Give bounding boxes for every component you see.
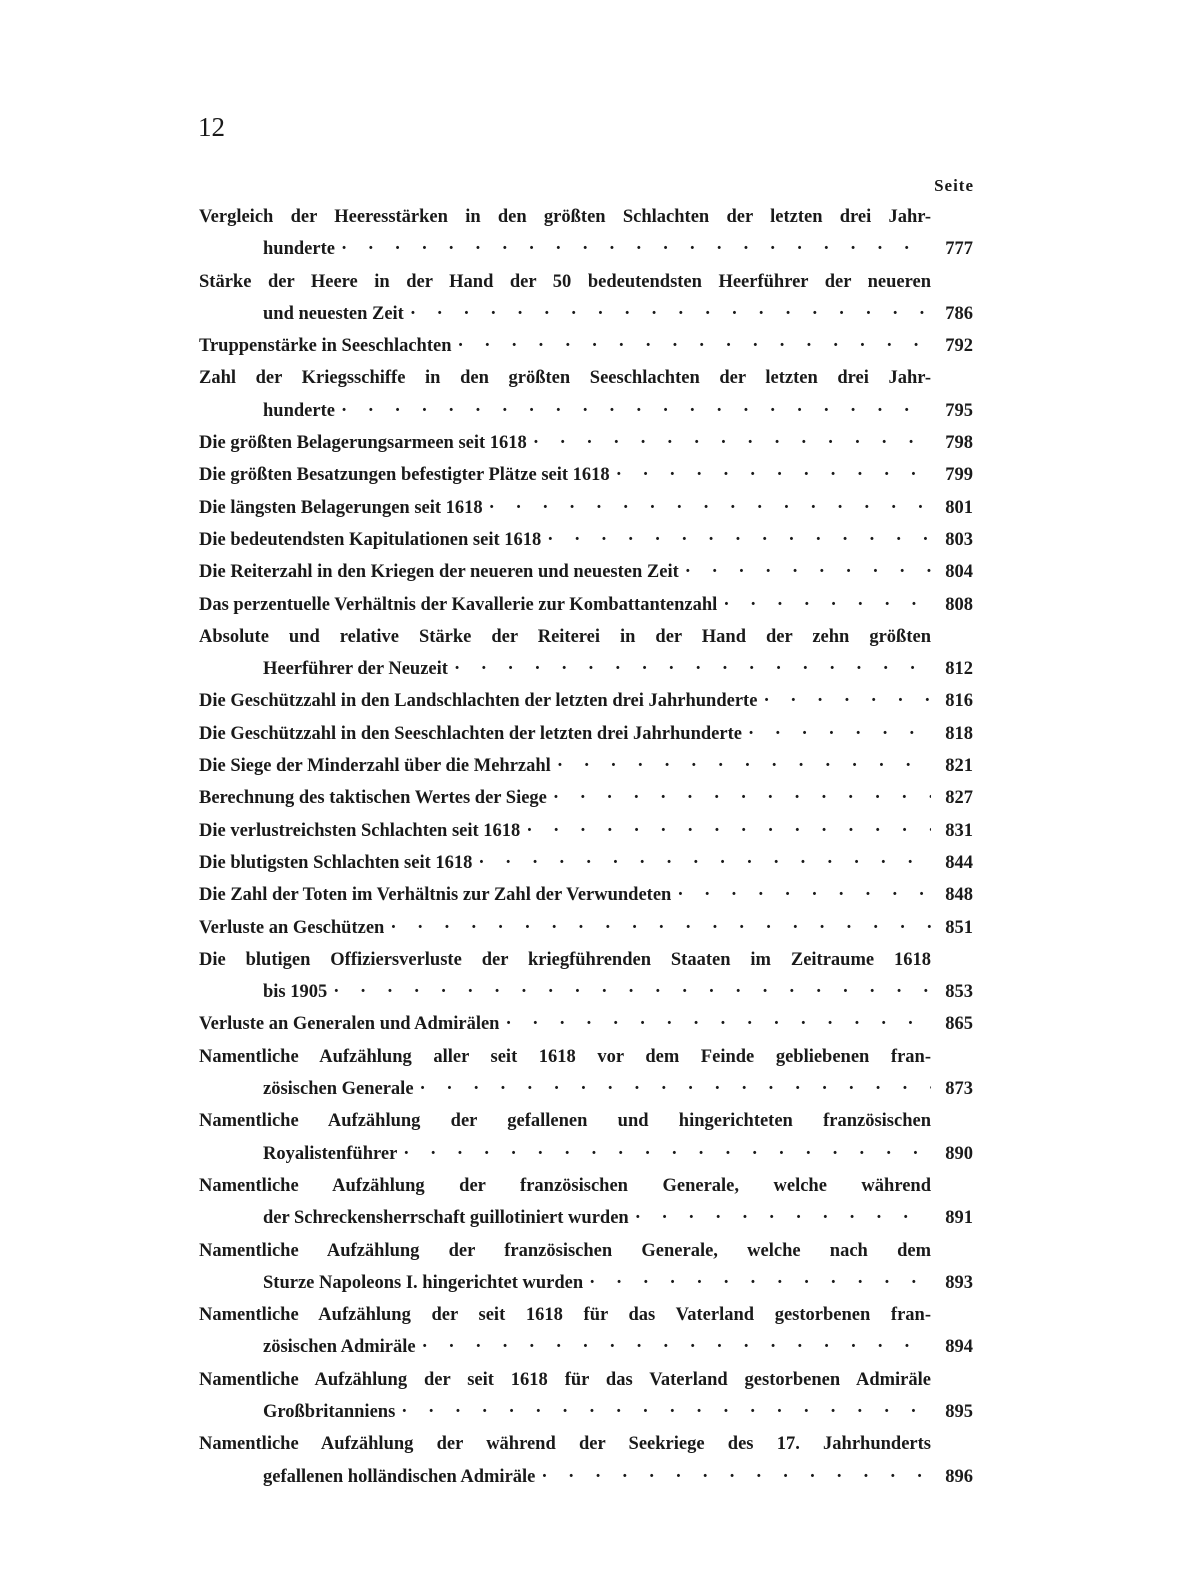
toc-entry <box>199 1008 973 1040</box>
toc-entry-page-number: 893 <box>945 1272 973 1293</box>
toc-entry-leader-line <box>199 395 973 427</box>
toc-entry-continuation: Royalistenführer <box>263 1143 398 1164</box>
toc-entry-continuation: und neuesten Zeit <box>263 303 404 324</box>
toc-entry-title: Truppenstärke in Seeschlachten <box>199 336 452 357</box>
toc-entry-leader-line <box>199 492 973 524</box>
toc-entry-title: Namentliche Aufzählung der gefallenen und hingerichteten französischen <box>199 1111 931 1132</box>
toc-entry-page-number: 798 <box>945 433 973 454</box>
toc-entry-leader-line <box>199 1202 973 1234</box>
toc-entry-page-number: 891 <box>945 1208 973 1229</box>
toc-entry <box>199 1364 973 1429</box>
toc-entry-title: Stärke der Heere in der Hand der 50 bedeutendsten Heerführer der neueren <box>199 271 931 292</box>
dot-leader <box>390 912 931 944</box>
toc-entry-page-number: 818 <box>945 723 973 744</box>
dot-leader <box>420 1073 931 1105</box>
table-of-contents <box>199 201 973 1493</box>
toc-entry-leader-line <box>199 556 973 588</box>
toc-entry <box>199 718 973 750</box>
toc-entry <box>199 1299 973 1364</box>
dot-leader <box>505 1008 931 1040</box>
toc-entry <box>199 1041 973 1106</box>
toc-entry-title: Die Geschützzahl in den Seeschlachten der letzten drei Jahrhunderte <box>199 723 742 744</box>
toc-entry <box>199 266 973 331</box>
dot-leader <box>547 524 931 556</box>
toc-entry-title: Die Zahl der Toten im Verhältnis zur Zahl der Verwundeten <box>199 885 672 906</box>
dot-leader <box>422 1331 931 1363</box>
toc-entry-page-number: 844 <box>945 852 973 873</box>
dot-leader <box>533 427 931 459</box>
toc-entry-page-number: 816 <box>945 691 973 712</box>
toc-entry-title: Namentliche Aufzählung aller seit 1618 vor dem Feinde gebliebenen fran- <box>199 1046 931 1067</box>
toc-entry-title: Die Geschützzahl in den Landschlachten der letzten drei Jahrhunderte <box>199 691 758 712</box>
toc-entry <box>199 362 973 427</box>
toc-entry-leader-line <box>199 589 973 621</box>
dot-leader <box>553 782 931 814</box>
dot-leader <box>341 233 931 265</box>
dot-leader <box>589 1267 931 1299</box>
toc-entry-leader-line <box>199 427 973 459</box>
toc-entry <box>199 589 973 621</box>
toc-entry-leader-line <box>199 685 973 717</box>
toc-entry <box>199 782 973 814</box>
toc-entry-leader-line <box>199 1073 973 1105</box>
toc-entry-leader-line <box>199 718 973 750</box>
toc-entry-title: Die längsten Belagerungen seit 1618 <box>199 497 483 518</box>
dot-leader <box>454 653 931 685</box>
dot-leader <box>763 685 931 717</box>
toc-entry-title: Absolute und relative Stärke der Reiterei in der Hand der zehn größten <box>199 626 931 647</box>
dot-leader <box>635 1202 931 1234</box>
toc-entry-continuation: Heerführer der Neuzeit <box>263 659 448 680</box>
toc-entry-leader-line <box>199 233 973 265</box>
toc-entry <box>199 815 973 847</box>
toc-entry-title: Namentliche Aufzählung der französischen Generale, welche nach dem <box>199 1240 931 1261</box>
toc-entry-leader-line <box>199 1331 973 1363</box>
toc-entry-title: Die blutigsten Schlachten seit 1618 <box>199 852 473 873</box>
dot-leader <box>748 718 931 750</box>
toc-entry <box>199 847 973 879</box>
toc-entry-leader-line <box>199 879 973 911</box>
page-column-header: Seite <box>934 176 974 195</box>
dot-leader <box>333 976 931 1008</box>
toc-entry-page-number: 894 <box>945 1337 973 1358</box>
dot-leader <box>526 815 931 847</box>
toc-entry-title: Zahl der Kriegsschiffe in den größten Seeschlachten der letzten drei Jahr- <box>199 368 931 389</box>
toc-entry-leader-line <box>199 976 973 1008</box>
toc-entry-continuation: gefallenen holländischen Admiräle <box>263 1466 536 1487</box>
toc-entry <box>199 944 973 1009</box>
toc-entry-continuation: hunderte <box>263 239 335 260</box>
toc-entry-title: Das perzentuelle Verhältnis der Kavallerie zur Kombattantenzahl <box>199 594 718 615</box>
toc-entry-leader-line <box>199 912 973 944</box>
toc-entry-continuation: zösischen Generale <box>263 1079 414 1100</box>
toc-entry-continuation: zösischen Admiräle <box>263 1337 416 1358</box>
toc-entry-title: Namentliche Aufzählung der französischen Generale, welche während <box>199 1175 931 1196</box>
toc-entry <box>199 1170 973 1235</box>
dot-leader <box>341 395 931 427</box>
toc-entry <box>199 1105 973 1170</box>
dot-leader <box>723 589 931 621</box>
dot-leader <box>489 492 931 524</box>
toc-entry-page-number: 808 <box>945 594 973 615</box>
toc-entry-title: Die blutigen Offiziersverluste der kriegführenden Staaten im Zeitraume 1618 <box>199 949 931 970</box>
toc-entry-leader-line <box>199 1138 973 1170</box>
toc-entry-leader-line <box>199 330 973 362</box>
toc-entry-title: Verluste an Generalen und Admirälen <box>199 1014 500 1035</box>
toc-entry-leader-line <box>199 298 973 330</box>
dot-leader <box>616 459 931 491</box>
toc-entry-page-number: 873 <box>945 1079 973 1100</box>
toc-entry-leader-line <box>199 653 973 685</box>
toc-entry-title: Namentliche Aufzählung der seit 1618 für das Vaterland gestorbenen Admiräle <box>199 1369 931 1390</box>
toc-entry-title: Die bedeutendsten Kapitulationen seit 1618 <box>199 529 542 550</box>
toc-entry-title: Die Siege der Minderzahl über die Mehrzahl <box>199 756 551 777</box>
toc-entry-leader-line <box>199 524 973 556</box>
toc-entry-leader-line <box>199 750 973 782</box>
toc-entry <box>199 685 973 717</box>
toc-entry-title: Namentliche Aufzählung der seit 1618 für das Vaterland gestorbenen fran- <box>199 1305 931 1326</box>
toc-entry-leader-line <box>199 847 973 879</box>
toc-entry <box>199 912 973 944</box>
toc-entry-page-number: 799 <box>945 465 973 486</box>
toc-entry <box>199 524 973 556</box>
toc-entry <box>199 1428 973 1493</box>
toc-entry-page-number: 848 <box>945 885 973 906</box>
toc-entry <box>199 1235 973 1300</box>
toc-entry <box>199 492 973 524</box>
page-number: 12 <box>198 112 225 142</box>
toc-entry <box>199 330 973 362</box>
toc-entry-title: Vergleich der Heeresstärken in den größten Schlachten der letzten drei Jahr- <box>199 207 931 227</box>
toc-entry-title: Berechnung des taktischen Wertes der Siege <box>199 788 547 809</box>
toc-entry-page-number: 821 <box>945 756 973 777</box>
toc-entry <box>199 427 973 459</box>
toc-entry-page-number: 803 <box>945 529 973 550</box>
dot-leader <box>478 847 931 879</box>
toc-entry-page-number: 812 <box>945 659 973 680</box>
toc-entry-title: Die größten Belagerungsarmeen seit 1618 <box>199 433 527 454</box>
toc-entry-continuation: der Schreckensherrschaft guillotiniert wurden <box>263 1208 629 1229</box>
toc-entry-continuation: hunderte <box>263 400 335 421</box>
toc-entry-leader-line <box>199 1396 973 1428</box>
toc-entry-page-number: 777 <box>945 239 973 260</box>
toc-entry <box>199 879 973 911</box>
toc-entry-page-number: 896 <box>945 1466 973 1487</box>
dot-leader <box>677 879 931 911</box>
toc-entry <box>199 556 973 588</box>
toc-entry-page-number: 827 <box>945 788 973 809</box>
toc-entry-leader-line <box>199 815 973 847</box>
toc-entry-page-number: 786 <box>945 303 973 324</box>
toc-entry-page-number: 831 <box>945 820 973 841</box>
dot-leader <box>685 556 931 588</box>
toc-entry-page-number: 795 <box>945 400 973 421</box>
dot-leader <box>541 1461 931 1493</box>
toc-entry-title: Die größten Besatzungen befestigter Plätze seit 1618 <box>199 465 610 486</box>
toc-entry-page-number: 890 <box>945 1143 973 1164</box>
toc-entry-page-number: 895 <box>945 1401 973 1422</box>
toc-entry-page-number: 804 <box>945 562 973 583</box>
toc-entry-leader-line <box>199 1461 973 1493</box>
toc-entry-title: Namentliche Aufzählung der während der Seekriege des 17. Jahrhunderts <box>199 1434 931 1455</box>
dot-leader <box>401 1396 931 1428</box>
toc-entry-leader-line <box>199 1008 973 1040</box>
toc-entry <box>199 621 973 686</box>
dot-leader <box>403 1138 931 1170</box>
toc-entry <box>199 459 973 491</box>
toc-entry-page-number: 801 <box>945 497 973 518</box>
toc-entry-page-number: 851 <box>945 917 973 938</box>
toc-entry-leader-line <box>199 1267 973 1299</box>
toc-entry-title: Die verlustreichsten Schlachten seit 1618 <box>199 820 521 841</box>
toc-entry-title: Die Reiterzahl in den Kriegen der neueren und neuesten Zeit <box>199 562 679 583</box>
toc-entry-continuation: bis 1905 <box>263 982 328 1003</box>
toc-entry-leader-line <box>199 459 973 491</box>
toc-entry-page-number: 853 <box>945 982 973 1003</box>
toc-entry-page-number: 792 <box>945 336 973 357</box>
toc-entry-page-number: 865 <box>945 1014 973 1035</box>
dot-leader <box>458 330 931 362</box>
toc-entry-title: Verluste an Geschützen <box>199 917 385 938</box>
toc-entry <box>199 750 973 782</box>
toc-entry <box>199 201 973 266</box>
dot-leader <box>410 298 931 330</box>
toc-entry-continuation: Sturze Napoleons I. hingerichtet wurden <box>263 1272 584 1293</box>
dot-leader <box>557 750 931 782</box>
toc-entry-continuation: Großbritanniens <box>263 1401 396 1422</box>
toc-entry-leader-line <box>199 782 973 814</box>
